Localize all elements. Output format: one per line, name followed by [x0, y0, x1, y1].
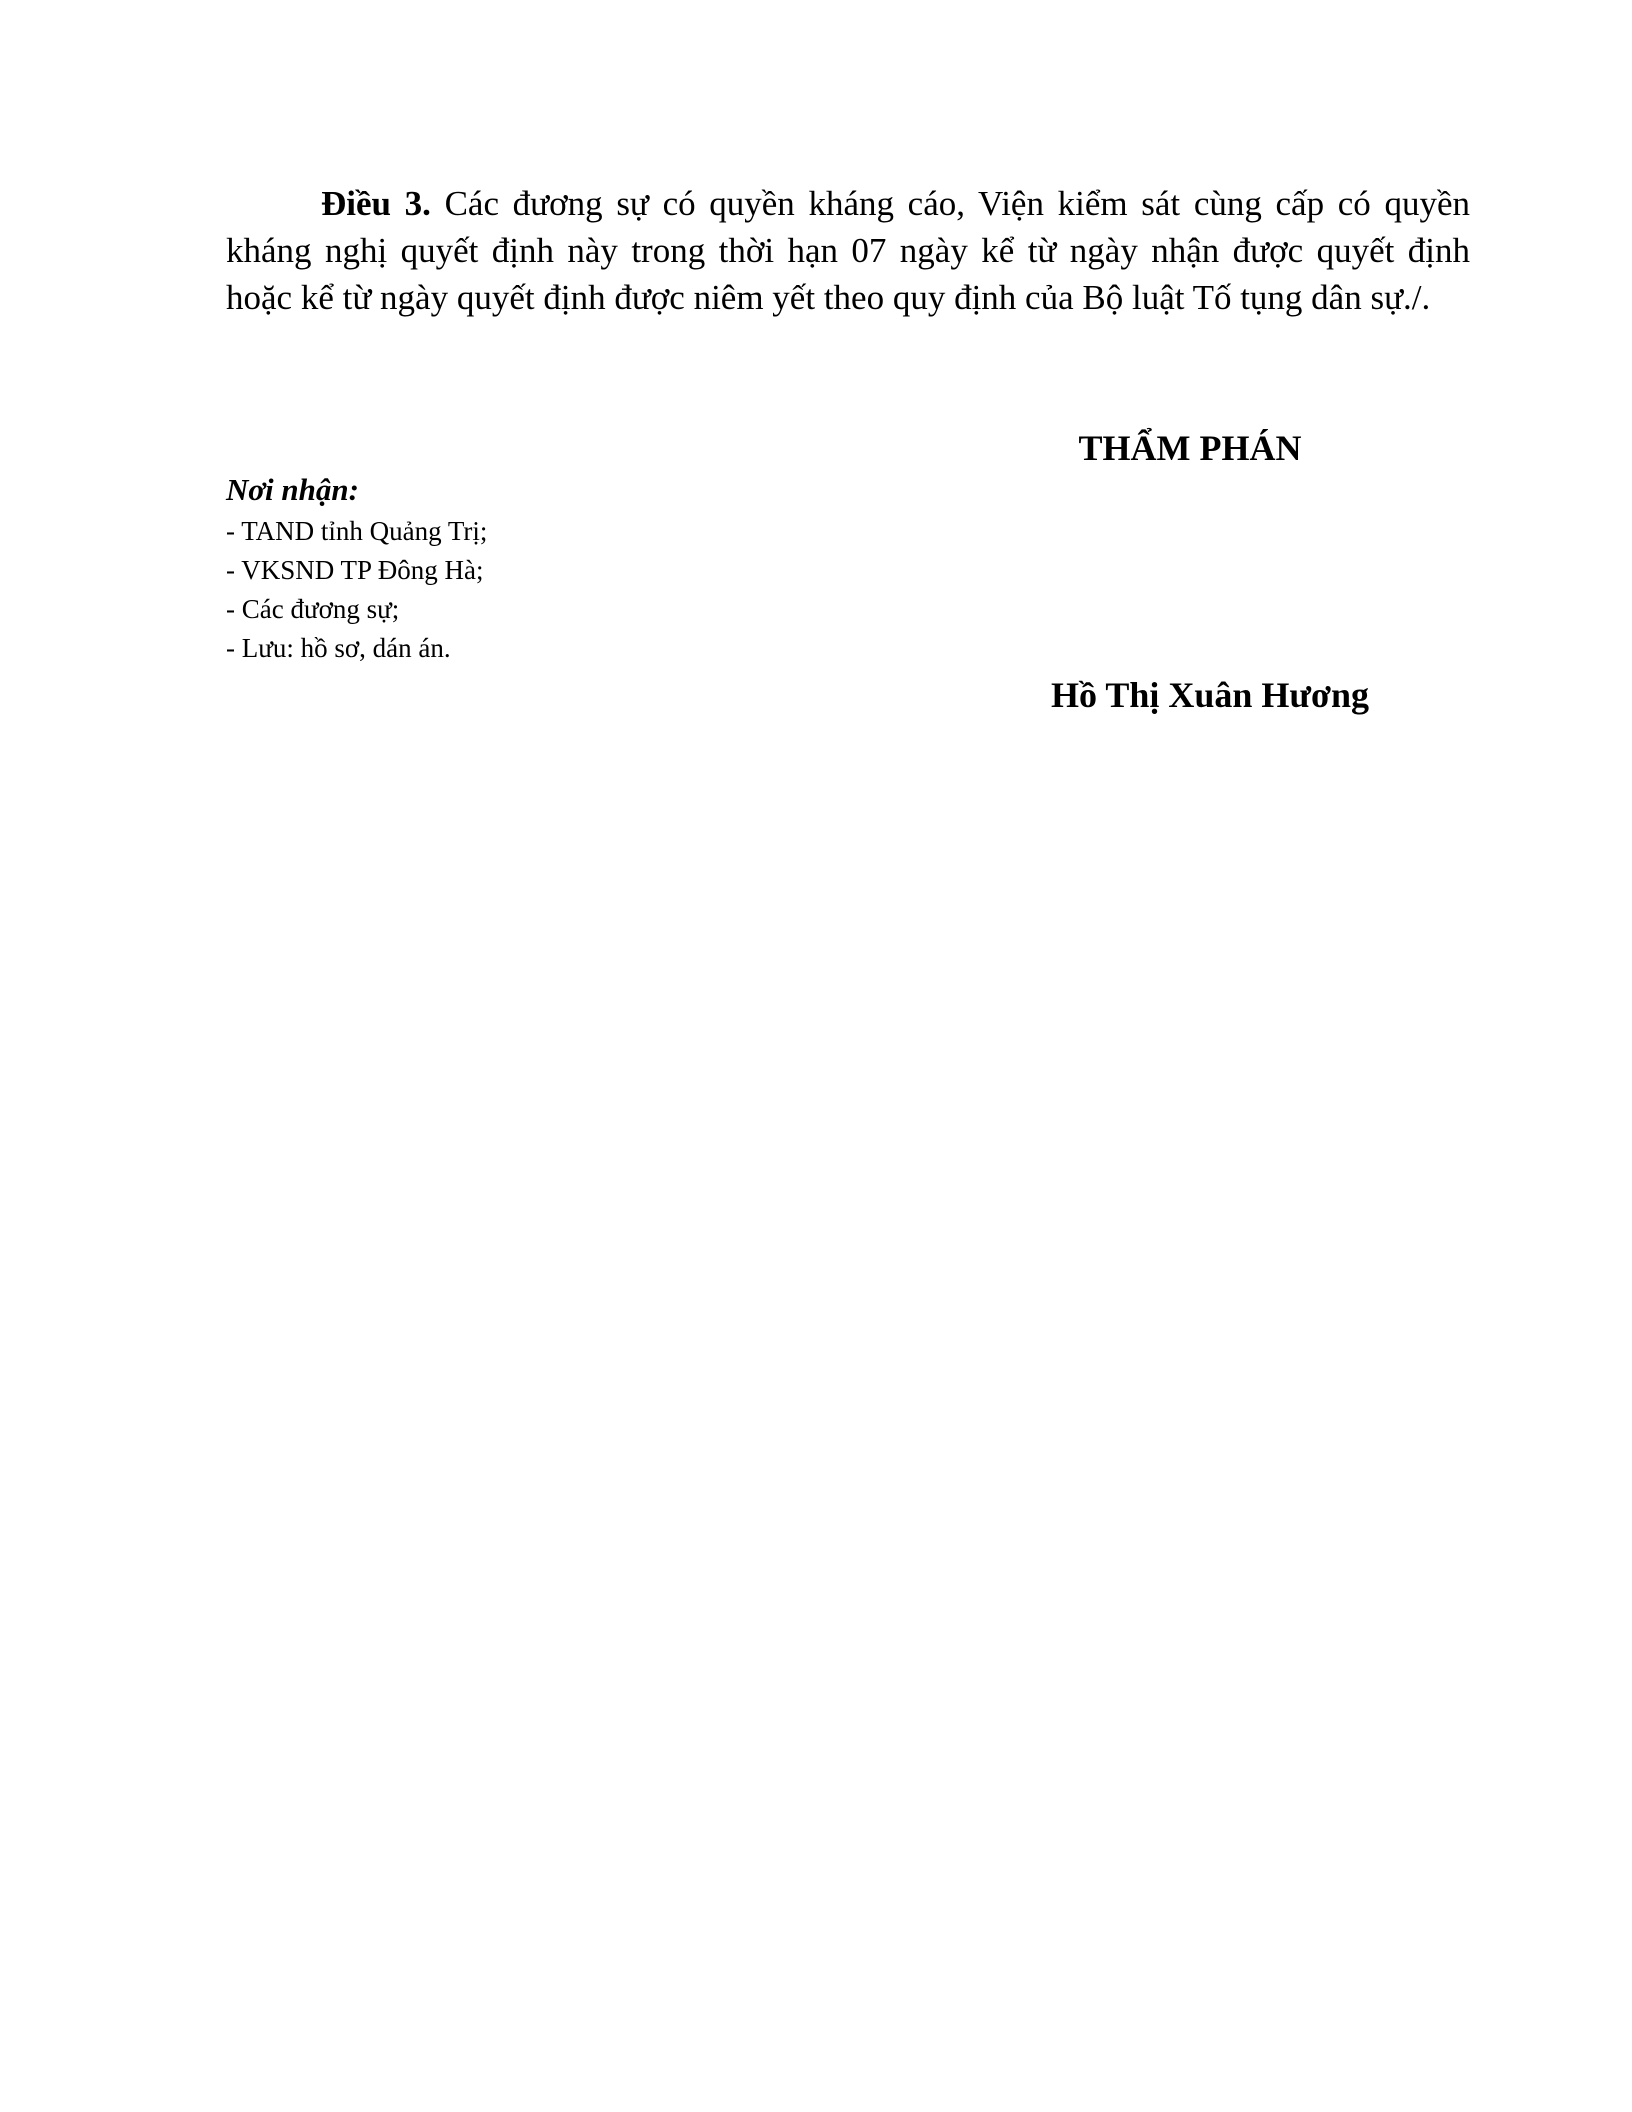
- recipients-heading: Nơi nhận:: [226, 472, 359, 507]
- article-label: Điều 3.: [321, 184, 431, 223]
- signer-name: Hồ Thị Xuân Hương: [1051, 675, 1369, 715]
- recipient-item: - VKSND TP Đông Hà;: [226, 555, 484, 585]
- article-3-paragraph: [226, 180, 1470, 321]
- article-body: Các đương sự có quyền kháng cáo, Viện kiểm sát cùng cấp có quyền kháng nghị quyết định này trong thời hạn 07 ngày kể từ ngày nhận được quyết định hoặc kể từ ngày quyết định được niêm yết theo quy định của Bộ luật Tố tụng dân sự./.: [226, 184, 1470, 317]
- recipient-item: - TAND tỉnh Quảng Trị;: [226, 516, 488, 546]
- recipient-item: - Các đương sự;: [226, 594, 400, 624]
- recipients-block: [226, 470, 826, 668]
- recipient-item: - Lưu: hồ sơ, dán án.: [226, 633, 451, 663]
- recipients-list: [226, 512, 826, 668]
- signer-title: THẨM PHÁN: [1078, 428, 1302, 468]
